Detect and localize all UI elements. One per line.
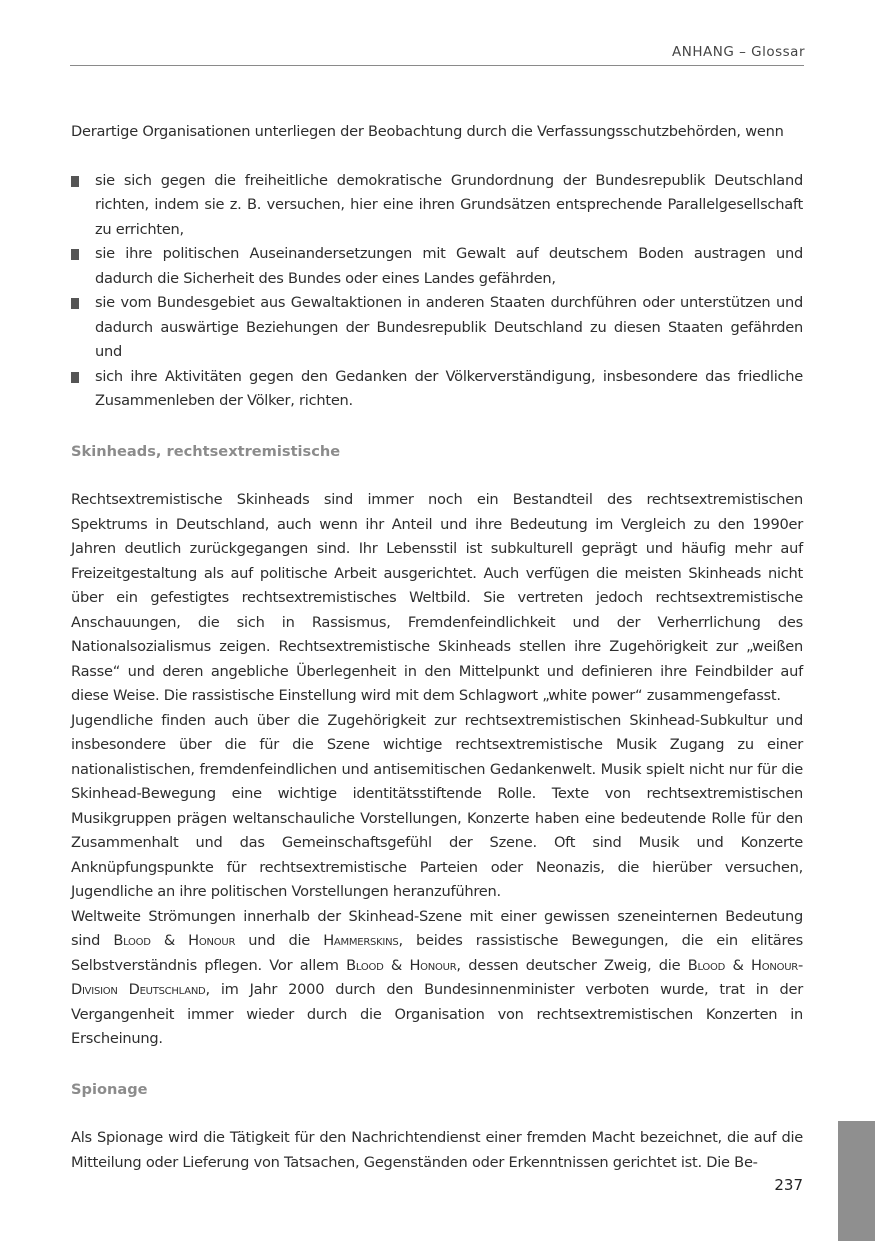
header-divider xyxy=(70,65,804,66)
list-item xyxy=(71,365,803,414)
text-run: , dessen deutscher Zweig, die xyxy=(456,956,688,974)
page-number: 237 xyxy=(774,1176,803,1194)
list-item-text: sie vom Bundesgebiet aus Gewaltaktionen in anderen Staaten durchführen oder unterstützen und dadurch auswärtige Beziehungen der Bundesrepublik Deutschland zu diesen Staaten gefährden und xyxy=(95,294,803,360)
spionage-heading: Spionage xyxy=(71,1080,148,1098)
square-bullet-icon xyxy=(71,176,79,187)
criteria-list xyxy=(71,169,803,414)
square-bullet-icon xyxy=(71,249,79,260)
list-item xyxy=(71,291,803,365)
text-run: Weltweite Strömungen innerhalb der Skinhead-Szene mit einer gewissen szeneinternen Bedeutung sind xyxy=(71,907,803,949)
list-item-text: sie ihre politischen Auseinandersetzungen mit Gewalt auf deutschem Boden austragen und dadurch die Sicherheit des Bundes oder eines Landes gefährden, xyxy=(95,245,803,287)
list-item-text: sie sich gegen die freiheitliche demokratische Grundordnung der Bundesrepublik Deutschland richten, indem sie z. B. versuchen, hier eine ihren Grundsätzen entsprechende Parallelgesellschaft zu errichten, xyxy=(95,171,803,238)
chapter-thumb-tab xyxy=(838,1121,875,1241)
list-item-text: sich ihre Aktivitäten gegen den Gedanken der Völkerverständigung, insbesondere das friedliche Zusammenleben der Völker, richten. xyxy=(95,367,803,409)
skinheads-paragraph-2: Jugendliche finden auch über die Zugehörigkeit zur rechtsextremistischen Skinhead-Subkultur und insbesondere über die für die Szene wichtige rechtsextremistische Musik Zugang zu einer nationalistischen, fremdenfeindlichen und antisemitischen Gedankenwelt. Musik spielt nicht nur für die Skinhead-Bewegung eine wichtige identitätsstiftende Rolle. Texte von rechtsextremistischen Musikgruppen prägen weltanschauliche Vorstellungen, Konzerte haben eine bedeutende Rolle für den Zusammenhalt und das Gemeinschaftsgefühl der Szene. Oft sind Musik und Konzerte Anknüpfungspunkte für rechtsextremistische Parteien oder Neonazis, die hierüber versuchen, Jugendliche an ihre politischen Vorstellungen heranzuführen. xyxy=(71,711,803,900)
skinheads-heading: Skinheads, rechtsextremistische xyxy=(71,442,341,460)
square-bullet-icon xyxy=(71,298,79,309)
page-body xyxy=(71,120,803,1175)
text-run: , beides rassistische Bewegungen, die ein elitäres Selbstverständnis pflegen. Vor allem xyxy=(71,932,803,974)
text-run: , im Jahr 2000 durch den Bundesinnenminister verboten wurde, trat in der Vergangenheit immer wieder durch die Organisation von rechtsextremistischen Konzerten in Erscheinung. xyxy=(71,981,804,1047)
organization-name: Blood & Honour-Division Deutschland xyxy=(71,956,804,998)
list-item xyxy=(71,242,803,291)
skinheads-paragraph-3 xyxy=(71,905,803,1052)
intro-paragraph: Derartige Organisationen unterliegen der Beobachtung durch die Verfassungsschutzbehörden, wenn xyxy=(71,123,784,140)
skinheads-paragraph-1: Rechtsextremistische Skinheads sind immer noch ein Bestandteil des rechtsextremistischen Spektrums in Deutschland, auch wenn ihr Anteil und ihre Bedeutung im Vergleich zu den 1990er Jahren deutlich zurückgegangen sind. Ihr Lebensstil ist subkulturell geprägt und häufig mehr auf Freizeitgestaltung als auf politische Arbeit ausgerichtet. Auch verfügen die meisten Skinheads nicht über ein gefestigtes rechtsextremistisches Weltbild. Sie vertreten jedoch rechtsextremistische Anschauungen, die sich in Rassismus, Fremdenfeindlichkeit und der Verherrlichung des Nationalsozialismus zeigen. Rechtsextremistische Skinheads stellen ihre Zugehörigkeit zur „weißen Rasse“ und deren angebliche Überlegenheit in den Mittelpunkt und definieren ihre Feindbilder auf diese Weise. Die rassistische Einstellung wird mit dem Schlagwort „white power“ zusammengefasst. xyxy=(71,491,803,704)
square-bullet-icon xyxy=(71,372,79,383)
text-run: und die xyxy=(235,932,324,949)
organization-name: Blood & Honour xyxy=(346,956,457,974)
list-item xyxy=(71,169,803,243)
running-header: ANHANG – Glossar xyxy=(672,44,805,60)
organization-name: Blood & Honour xyxy=(113,932,236,949)
spionage-paragraph-1: Als Spionage wird die Tätigkeit für den Nachrichtendienst einer fremden Macht bezeichnet, die auf die Mitteilung oder Lieferung von Tatsachen, Gegenständen oder Erkenntnissen gerichtet ist. Die Be- xyxy=(71,1129,803,1171)
organization-name: Hammerskins xyxy=(323,932,399,949)
